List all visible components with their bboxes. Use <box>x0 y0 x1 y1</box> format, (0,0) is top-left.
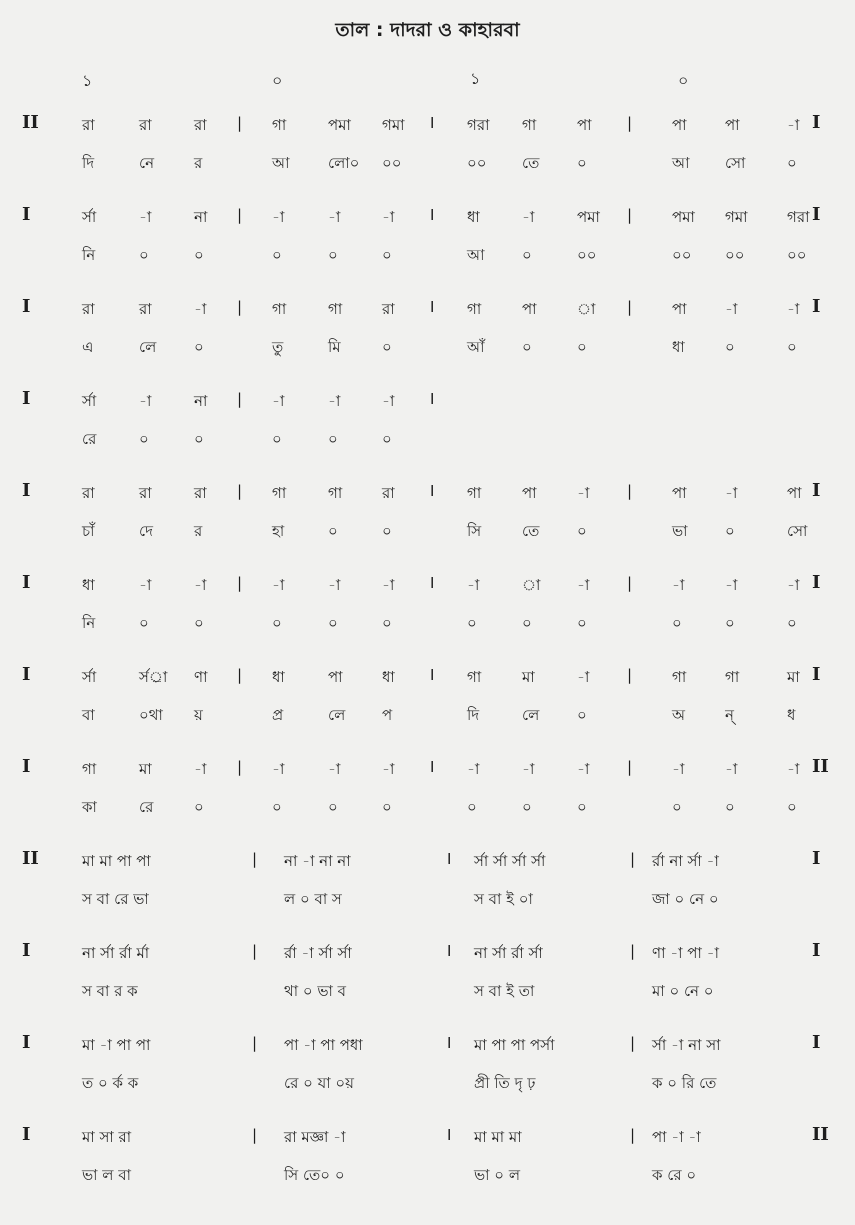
end-barline: I <box>812 940 821 961</box>
lyric-syllable: ০ <box>577 706 587 724</box>
start-barline: I <box>22 940 31 961</box>
swara-note: -া <box>577 576 590 594</box>
lyric-syllable: ০ <box>382 246 392 264</box>
lyric-syllable: ক ০ রি তে <box>652 1074 717 1092</box>
lyric-syllable: জা ০ নে ০ <box>652 890 719 908</box>
lyric-syllable: ০ <box>382 338 392 356</box>
end-barline: I <box>812 296 821 317</box>
lyric-syllable: ০ <box>467 614 477 632</box>
swara-note: -া <box>382 392 395 410</box>
swara-note: া <box>577 300 596 318</box>
swara-note: -া <box>522 760 535 778</box>
beat-divider: I <box>430 758 435 776</box>
swara-note: র্সা <box>82 208 97 226</box>
swara-note: -া <box>272 760 285 778</box>
notation-system <box>22 932 852 1024</box>
lyric-syllable: তে <box>522 522 540 540</box>
lyric-syllable: ০ <box>139 614 149 632</box>
lyric-syllable: ০ <box>382 798 392 816</box>
end-barline: II <box>812 756 829 777</box>
lyric-syllable: ০ <box>272 246 282 264</box>
swara-note: পা <box>672 116 687 134</box>
notation-system <box>22 380 852 472</box>
beat-divider: I <box>430 574 435 592</box>
beat-divider: | <box>252 942 258 960</box>
lyric-syllable: ০ <box>272 614 282 632</box>
swara-note: গা <box>467 484 482 502</box>
swara-note: -া <box>139 392 152 410</box>
lyric-syllable: ০ <box>787 798 797 816</box>
swara-note: -া <box>194 760 207 778</box>
lyric-syllable: প্রী তি দৃ ঢ় <box>474 1074 536 1092</box>
lyric-syllable: স বা ই ০া <box>474 890 533 908</box>
beat-divider: | <box>252 1126 258 1144</box>
swara-note: -া <box>467 760 480 778</box>
lyric-syllable: মি <box>328 338 341 356</box>
swara-note: গা <box>328 484 343 502</box>
notation-system <box>22 840 852 932</box>
swara-note: -া <box>672 760 685 778</box>
swara-note: গা <box>272 116 287 134</box>
beat-divider: | <box>237 390 243 408</box>
lyric-syllable: ০ <box>787 338 797 356</box>
swara-note: ণা -া পা -া <box>652 944 719 962</box>
lyric-syllable: স বা ই তা <box>474 982 535 1000</box>
lyric-syllable: ০ <box>194 246 204 264</box>
lyric-syllable: ভা <box>672 522 688 540</box>
lyric-syllable: ০ <box>139 246 149 264</box>
lyric-syllable: দি <box>82 154 95 172</box>
lyric-syllable: ০ <box>522 798 532 816</box>
lyric-syllable: ভা ০ ল <box>474 1166 520 1184</box>
lyric-syllable: দি <box>467 706 480 724</box>
lyric-syllable: ০ <box>787 154 797 172</box>
beat-divider: I <box>430 666 435 684</box>
lyric-syllable: ভা ল বা <box>82 1166 131 1184</box>
lyric-syllable: ০ <box>328 798 338 816</box>
swara-note: মা <box>787 668 800 686</box>
lyric-syllable: রে <box>82 430 97 448</box>
swara-note: না -া না না <box>284 852 351 870</box>
swara-note: রা <box>194 116 207 134</box>
beat-divider: | <box>627 206 633 224</box>
lyric-syllable: অ <box>672 706 685 724</box>
beat-divider: I <box>430 298 435 316</box>
start-barline: I <box>22 204 31 225</box>
swara-note: মা <box>139 760 152 778</box>
swara-note: ণা <box>194 668 208 686</box>
beat-divider: | <box>630 1034 636 1052</box>
swara-note: রা মজ্ঞা -া <box>284 1128 346 1146</box>
beat-divider: | <box>237 206 243 224</box>
lyric-syllable: ০ <box>577 798 587 816</box>
lyric-syllable: আ <box>467 246 485 264</box>
lyric-syllable: ০ <box>577 338 587 356</box>
lyric-syllable: ০ <box>725 798 735 816</box>
swara-note: -া <box>382 208 395 226</box>
swara-note: পা <box>328 668 343 686</box>
swara-note: না <box>194 392 208 410</box>
swara-note: -া <box>787 576 800 594</box>
lyric-syllable: ০০ <box>577 246 597 264</box>
swara-note: রা <box>194 484 207 502</box>
swara-note: মা মা পা পা <box>82 852 151 870</box>
swara-note: -া <box>467 576 480 594</box>
start-barline: I <box>22 480 31 501</box>
beat-divider: I <box>447 942 452 960</box>
lyric-syllable: ০ <box>522 614 532 632</box>
swara-note: গা <box>522 116 537 134</box>
swara-note: রা <box>382 484 395 502</box>
lyric-syllable: র <box>194 154 203 172</box>
beat-divider: I <box>430 206 435 224</box>
swara-note: পা <box>672 300 687 318</box>
swara-note: পা -া পা পধা <box>284 1036 363 1054</box>
start-barline: I <box>22 1032 31 1053</box>
swara-note: ধা <box>382 668 395 686</box>
swara-note: -া <box>328 576 341 594</box>
start-barline: I <box>22 756 31 777</box>
swara-note: রা <box>139 116 152 134</box>
beat-divider: | <box>252 1034 258 1052</box>
beat-divider: | <box>237 758 243 776</box>
lyric-syllable: কা <box>82 798 97 816</box>
lyric-syllable: লে <box>328 706 346 724</box>
notation-system <box>22 196 852 288</box>
swara-note: -া <box>272 576 285 594</box>
swara-note: ধা <box>272 668 285 686</box>
swara-note: র্সা <box>82 392 97 410</box>
lyric-syllable: লো০ <box>328 154 360 172</box>
lyric-syllable: ধ <box>787 706 796 724</box>
swara-note: মা <box>522 668 535 686</box>
swara-note: পা <box>577 116 592 134</box>
swara-note: -া <box>725 760 738 778</box>
swara-note: রা <box>82 484 95 502</box>
notation-system <box>22 748 852 840</box>
swara-note: ধা <box>82 576 95 594</box>
lyric-syllable: ০ <box>522 338 532 356</box>
beat-divider: | <box>630 942 636 960</box>
beat-divider: | <box>627 574 633 592</box>
lyric-syllable: ০ <box>194 614 204 632</box>
swara-note: গা <box>272 300 287 318</box>
swara-note: পমা <box>577 208 600 226</box>
start-barline: I <box>22 664 31 685</box>
end-barline: I <box>812 848 821 869</box>
lyric-syllable: ০ <box>194 798 204 816</box>
swara-note: র্সা <box>82 668 97 686</box>
swara-note: গা <box>272 484 287 502</box>
swara-note: -া <box>577 760 590 778</box>
swara-note: গা <box>725 668 740 686</box>
lyric-syllable: ০ <box>328 430 338 448</box>
lyric-syllable: ০থা <box>139 706 163 724</box>
notation-system <box>22 564 852 656</box>
swara-note: -া <box>725 484 738 502</box>
beat-marker: ০ <box>678 71 689 90</box>
lyric-syllable: রে <box>139 798 154 816</box>
lyric-syllable: রে ০ যা ০য় <box>284 1074 354 1092</box>
lyric-syllable: থা ০ ভা ব <box>284 982 346 1000</box>
swara-note: গা <box>672 668 687 686</box>
lyric-syllable: ০ <box>725 614 735 632</box>
lyric-syllable: ০ <box>382 430 392 448</box>
swara-note: -া <box>577 484 590 502</box>
swara-note: রা <box>82 300 95 318</box>
swara-note: রা <box>139 300 152 318</box>
swara-note: পা <box>522 300 537 318</box>
lyric-syllable: র <box>194 522 203 540</box>
end-barline: I <box>812 572 821 593</box>
swara-note: গরা <box>787 208 810 226</box>
lyric-syllable: আঁ <box>467 338 485 356</box>
lyric-syllable: বা <box>82 706 95 724</box>
swara-note: পা <box>672 484 687 502</box>
beat-marker: ১ <box>82 71 93 90</box>
lyric-syllable: ০ <box>272 430 282 448</box>
swara-note: গমা <box>725 208 748 226</box>
lyric-syllable: য় <box>194 706 203 724</box>
lyric-syllable: ০ <box>328 614 338 632</box>
lyric-syllable: স বা রে ভা <box>82 890 149 908</box>
lyric-syllable: ০ <box>577 154 587 172</box>
swara-note: রা <box>382 300 395 318</box>
beat-markers <box>0 62 855 90</box>
lyric-syllable: তু <box>272 338 284 356</box>
swara-note: মা পা পা পর্সা <box>474 1036 555 1054</box>
swara-note: র্রা -া র্সা র্সা <box>284 944 352 962</box>
beat-divider: | <box>237 482 243 500</box>
lyric-syllable: আ <box>272 154 290 172</box>
beat-divider: I <box>430 114 435 132</box>
beat-divider: | <box>627 758 633 776</box>
beat-divider: I <box>447 850 452 868</box>
swara-note: র্সা র্সা র্সা র্সা <box>474 852 546 870</box>
swara-note: পা <box>787 484 802 502</box>
lyric-syllable: ক রে ০ <box>652 1166 697 1184</box>
start-barline: I <box>22 1124 31 1145</box>
start-barline: II <box>22 112 39 133</box>
lyric-syllable: সি তে০ ০ <box>284 1166 345 1184</box>
start-barline: II <box>22 848 39 869</box>
lyric-syllable: ০ <box>522 246 532 264</box>
notation-system <box>22 104 852 196</box>
lyric-syllable: ধা <box>672 338 685 356</box>
beat-divider: | <box>627 298 633 316</box>
lyric-syllable: প্র <box>272 706 284 724</box>
lyric-syllable: ০ <box>467 798 477 816</box>
lyric-syllable: লে <box>139 338 157 356</box>
lyric-syllable: ০০ <box>725 246 745 264</box>
lyric-syllable: এ <box>82 338 94 356</box>
swara-note: গমা <box>382 116 405 134</box>
swara-note: পমা <box>328 116 351 134</box>
lyric-syllable: ০০ <box>382 154 402 172</box>
swara-note: ধা <box>467 208 480 226</box>
swara-note: -া <box>272 392 285 410</box>
end-barline: I <box>812 480 821 501</box>
lyric-syllable: ০০ <box>467 154 487 172</box>
lyric-syllable: ০ <box>382 614 392 632</box>
swara-note: পমা <box>672 208 695 226</box>
lyric-syllable: তে <box>522 154 540 172</box>
end-barline: I <box>812 112 821 133</box>
swara-note: -া <box>194 300 207 318</box>
swara-note: গা <box>328 300 343 318</box>
notation-score <box>22 104 852 1208</box>
swara-note: -া <box>328 208 341 226</box>
swara-note: -া <box>382 760 395 778</box>
swara-note: -া <box>272 208 285 226</box>
swara-note: -া <box>382 576 395 594</box>
swara-note: মা সা রা <box>82 1128 132 1146</box>
end-barline: I <box>812 204 821 225</box>
lyric-syllable: ০ <box>672 798 682 816</box>
lyric-syllable: সি <box>467 522 482 540</box>
lyric-syllable: ত ০ র্ক ক <box>82 1074 139 1092</box>
end-barline: II <box>812 1124 829 1145</box>
lyric-syllable: চাঁ <box>82 522 95 540</box>
swara-note: -া <box>787 760 800 778</box>
swara-note: গা <box>467 668 482 686</box>
beat-divider: | <box>252 850 258 868</box>
beat-divider: | <box>237 114 243 132</box>
lyric-syllable: ০ <box>328 246 338 264</box>
lyric-syllable: ০ <box>672 614 682 632</box>
swara-note: -া <box>139 576 152 594</box>
start-barline: I <box>22 296 31 317</box>
lyric-syllable: হা <box>272 522 285 540</box>
lyric-syllable: ০ <box>139 430 149 448</box>
swara-note: -া <box>725 300 738 318</box>
lyric-syllable: ০ <box>725 522 735 540</box>
notation-system <box>22 288 852 380</box>
swara-note: না র্সা র্রা র্সা <box>474 944 543 962</box>
start-barline: I <box>22 388 31 409</box>
lyric-syllable: লে <box>522 706 540 724</box>
lyric-syllable: সো <box>787 522 808 540</box>
lyric-syllable: ০ <box>577 522 587 540</box>
swara-note: -া <box>328 392 341 410</box>
lyric-syllable: আ <box>672 154 690 172</box>
swara-note: পা <box>725 116 740 134</box>
beat-divider: | <box>630 1126 636 1144</box>
end-barline: I <box>812 664 821 685</box>
swara-note: -া <box>522 208 535 226</box>
page-title: তাল : দাদরা ও কাহারবা <box>335 19 520 41</box>
swara-note: -া <box>725 576 738 594</box>
beat-marker: ১ <box>470 69 481 88</box>
swara-note: র্রা না র্সা -া <box>652 852 719 870</box>
notation-system <box>22 1024 852 1116</box>
notation-system <box>22 1116 852 1208</box>
swara-note: গা <box>82 760 97 778</box>
swara-note: রা <box>139 484 152 502</box>
lyric-syllable: সো <box>725 154 746 172</box>
lyric-syllable: ০ <box>577 614 587 632</box>
lyric-syllable: মা ০ নে ০ <box>652 982 714 1000</box>
lyric-syllable: নে <box>139 154 155 172</box>
swara-note: মা -া পা পা <box>82 1036 151 1054</box>
notation-system <box>22 472 852 564</box>
beat-marker: ০ <box>272 71 283 90</box>
swara-note: পা -া -া <box>652 1128 701 1146</box>
swara-note: না <box>194 208 208 226</box>
lyric-syllable: ০ <box>787 614 797 632</box>
end-barline: I <box>812 1032 821 1053</box>
swara-note: -া <box>787 300 800 318</box>
notation-system <box>22 656 852 748</box>
lyric-syllable: ০ <box>194 430 204 448</box>
beat-divider: | <box>627 114 633 132</box>
swara-note: গা <box>467 300 482 318</box>
lyric-syllable: ০ <box>328 522 338 540</box>
start-barline: I <box>22 572 31 593</box>
lyric-syllable: দে <box>139 522 153 540</box>
lyric-syllable: প <box>382 706 393 724</box>
swara-note: -া <box>787 116 800 134</box>
swara-note: পা <box>522 484 537 502</box>
lyric-syllable: স বা র ক <box>82 982 138 1000</box>
swara-note: না র্সা র্রা র্মা <box>82 944 150 962</box>
beat-divider: | <box>237 574 243 592</box>
swara-note: মা মা মা <box>474 1128 522 1146</box>
beat-divider: | <box>237 298 243 316</box>
lyric-syllable: ০ <box>194 338 204 356</box>
swara-note: রা <box>82 116 95 134</box>
swara-note: র্সা -া না সা <box>652 1036 721 1054</box>
swara-note: -া <box>328 760 341 778</box>
beat-divider: I <box>447 1126 452 1144</box>
swara-note: গরা <box>467 116 490 134</box>
lyric-syllable: নি <box>82 614 96 632</box>
beat-divider: | <box>630 850 636 868</box>
beat-divider: | <box>237 666 243 684</box>
swara-note: -া <box>139 208 152 226</box>
lyric-syllable: ০০ <box>787 246 807 264</box>
swara-note: া <box>522 576 541 594</box>
lyric-syllable: ০ <box>272 798 282 816</box>
swara-note: -া <box>577 668 590 686</box>
lyric-syllable: ০০ <box>672 246 692 264</box>
lyric-syllable: নি <box>82 246 96 264</box>
beat-divider: I <box>447 1034 452 1052</box>
beat-divider: I <box>430 482 435 500</box>
swara-note: র্সর্া <box>139 668 168 686</box>
beat-divider: | <box>627 482 633 500</box>
lyric-syllable: ল ০ বা স <box>284 890 342 908</box>
lyric-syllable: ০ <box>382 522 392 540</box>
swara-note: -া <box>672 576 685 594</box>
lyric-syllable: ন্ <box>725 706 734 724</box>
beat-divider: | <box>627 666 633 684</box>
beat-divider: I <box>430 390 435 408</box>
lyric-syllable: ০ <box>725 338 735 356</box>
swara-note: -া <box>194 576 207 594</box>
